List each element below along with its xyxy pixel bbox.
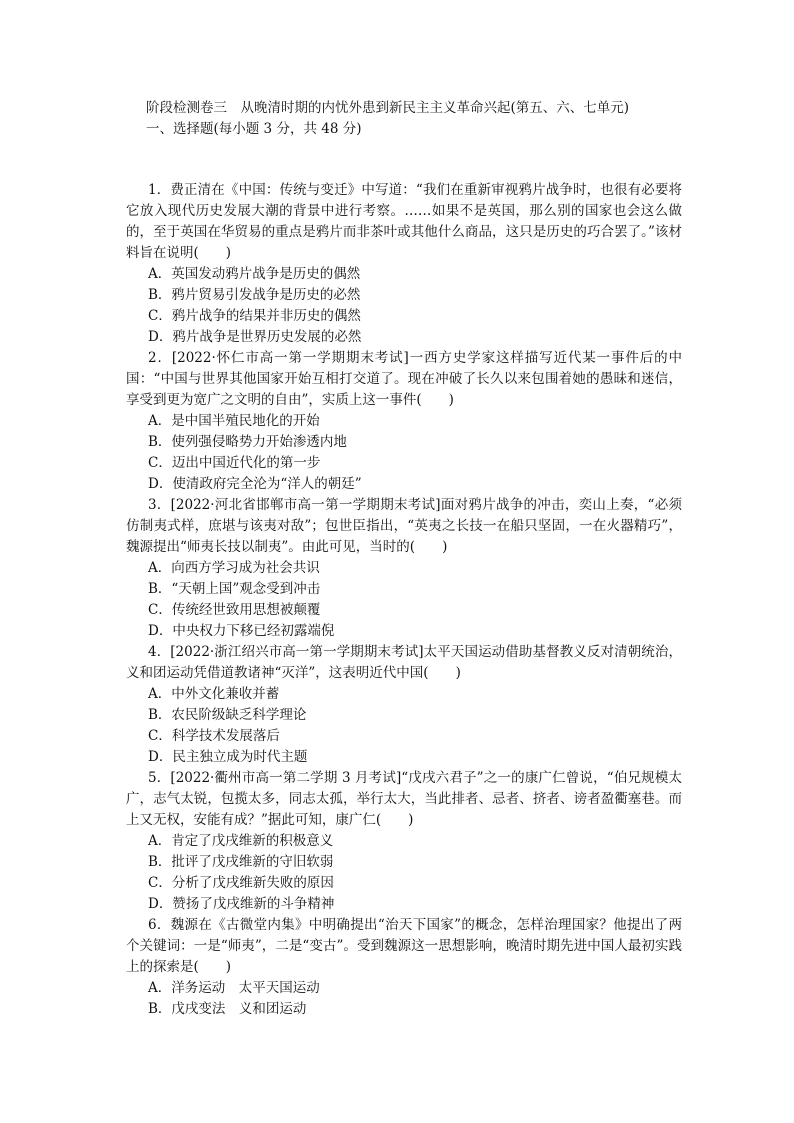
question-stem: 2．[2022·怀仁市高一第一学期期末考试]一西方史学家这样描写近代某一事件后的中国：“中国与世界其他国家开始互相打交道了。现在冲破了长久以来包围着她的愚昧和迷信，享受到更为宽广之文明的自由”，实质上这一事件( ) [126,350,682,408]
option-b: B．农民阶级缺乏科学理论 [148,707,307,723]
option-a: A．英国发动鸦片战争是历史的偶然 [148,266,361,282]
option-a: A．中外文化兼收并蓄 [148,686,280,702]
document-header [146,98,706,140]
question-stem: 1．费正清在《中国：传统与变迁》中写道：“我们在重新审视鸦片战争时，也很有必要将它放入现代历史发展大潮的背景中进行考察。……如果不是英国，那么别的国家也会这么做的，至于英国在华贸易的重点是鸦片而非茶叶或其他什么商品，这只是历史的巧合罢了。”该材料旨在说明( ) [126,182,682,261]
option-d: D．赞扬了戊戌维新的斗争精神 [148,896,335,912]
question-6 [126,915,682,1020]
question-4 [126,642,682,768]
question-stem: 5．[2022·衢州市高一第二学期 3 月考试]“戊戌六君子”之一的康广仁曾说，“伯兄规模太广，志气太锐，包揽太多，同志太孤，举行太大，当此排者、忌者、挤者、谤者盈衢塞巷。而上又无权，安能有成？”据此可知，康广仁( ) [126,770,682,828]
option-a: A．向西方学习成为社会共识 [148,560,320,576]
question-2 [126,348,682,495]
option-b: B．戊戌变法 义和团运动 [148,1001,307,1017]
option-c: C．迈出中国近代化的第一步 [148,455,321,471]
option-d: D．民主独立成为时代主题 [148,749,308,765]
option-c: C．科学技术发展落后 [148,728,280,744]
option-c: C．鸦片战争的结果并非历史的偶然 [148,308,361,324]
section-heading: 一、选择题(每小题 3 分，共 48 分) [146,121,362,137]
question-stem: 6．魏源在《古微堂内集》中明确提出“治天下国家”的概念，怎样治理国家？他提出了两个关键词：一是“师夷”，二是“变古”。受到魏源这一思想影响，晚清时期先进中国人最初实践上的探索是( ) [126,917,682,975]
question-3 [126,495,682,642]
option-a: A．肯定了戊戌维新的积极意义 [148,833,334,849]
question-stem: 3．[2022·河北省邯郸市高一第一学期期末考试]面对鸦片战争的冲击，奕山上奏，“必须仿制夷式样，庶堪与该夷对敌”；包世臣指出，“英夷之长技一在船只坚固，一在火器精巧”，魏源提出“师夷长技以制夷”。由此可见，当时的( ) [126,497,682,555]
option-b: B．批评了戊戌维新的守旧软弱 [148,854,334,870]
option-d: D．鸦片战争是世界历史发展的必然 [148,329,362,345]
option-c: C．传统经世致用思想被颠覆 [148,602,321,618]
question-5 [126,768,682,915]
option-b: B．使列强侵略势力开始渗透内地 [148,434,347,450]
question-1 [126,180,682,348]
question-list [126,180,682,1020]
option-a: A．是中国半殖民地化的开始 [148,413,320,429]
option-d: D．中央权力下移已经初露端倪 [148,623,335,639]
question-stem: 4．[2022·浙江绍兴市高一第一学期期末考试]太平天国运动借助基督教义反对清朝统治，义和团运动凭借道教诸神“灭洋”，这表明近代中国( ) [126,644,682,681]
option-a: A．洋务运动 太平天国运动 [148,980,320,996]
option-b: B．“天朝上国”观念受到冲击 [148,581,321,597]
option-b: B．鸦片贸易引发战争是历史的必然 [148,287,361,303]
option-d: D．使清政府完全沦为“洋人的朝廷” [148,476,362,492]
option-c: C．分析了戊戌维新失败的原因 [148,875,334,891]
document-title: 阶段检测卷三 从晚清时期的内忧外患到新民主主义革命兴起(第五、六、七单元) [146,100,630,116]
